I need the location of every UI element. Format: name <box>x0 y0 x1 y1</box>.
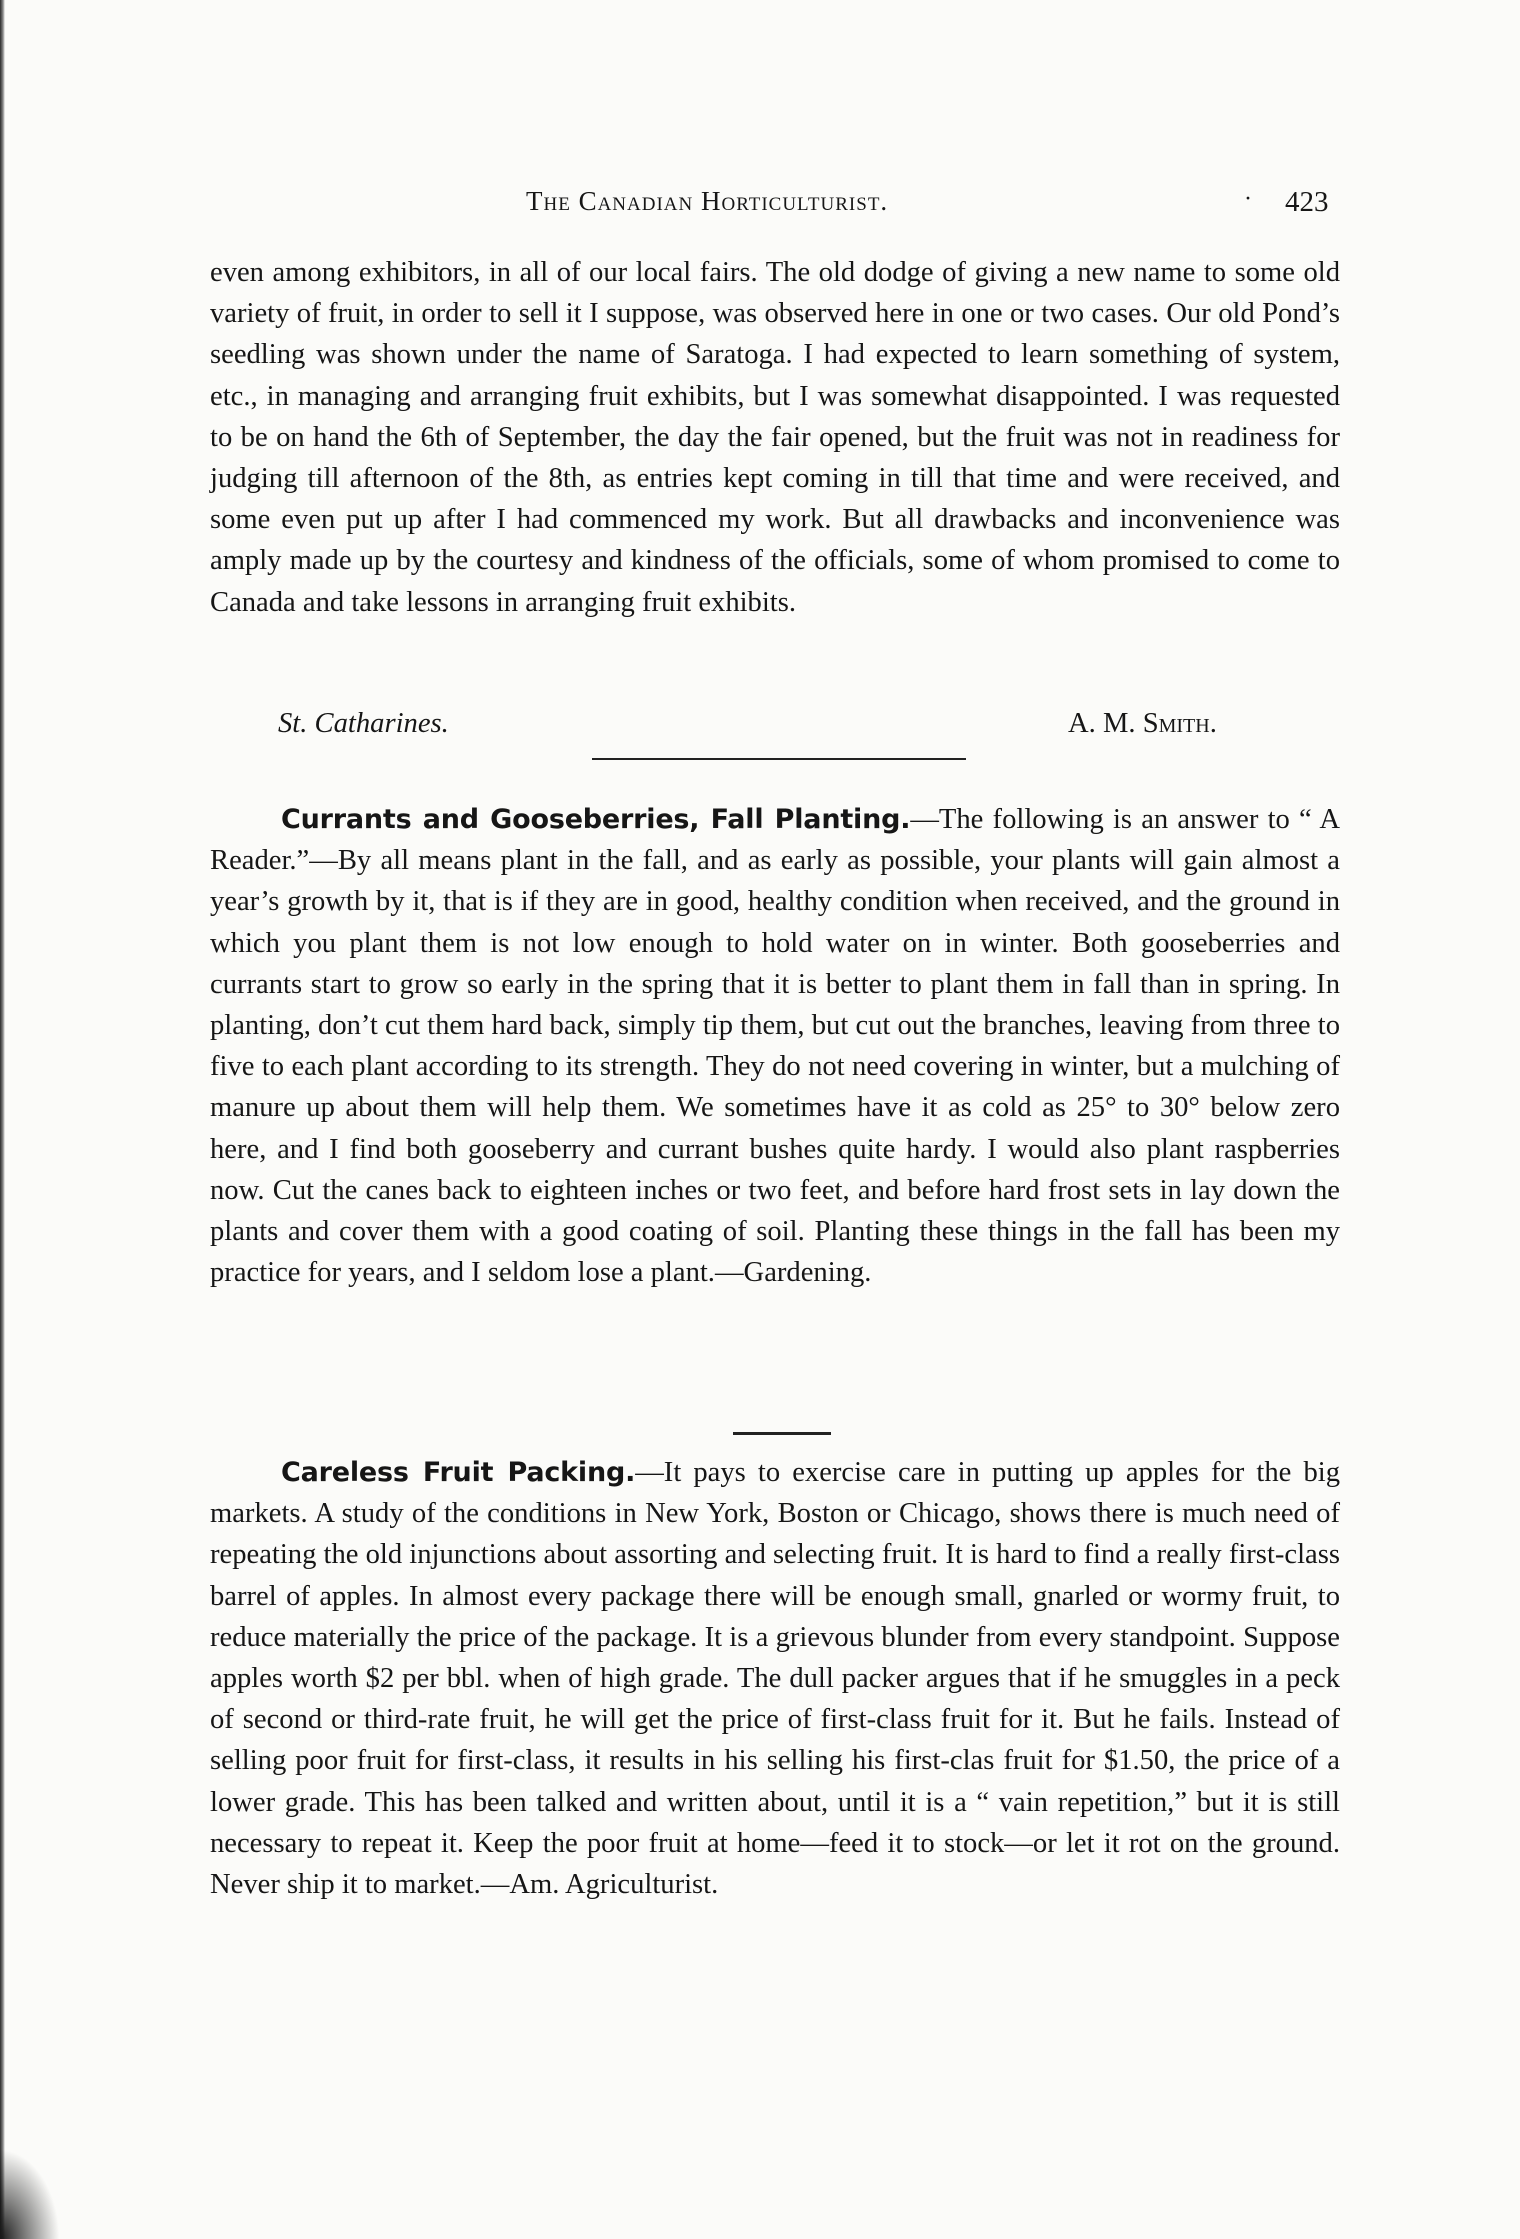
article-2-text: —The following is an answer to “ A Reader.”—By all means plant in the fall, and as early as possible, your plants will gain almost a year’s growth by it, that is if they are in good, healthy condition when received, and the ground in which you plant them is not low enough to hold water on in winter. Both gooseberries and currants start to grow so early in the spring that it is better to plant them in fall than in spring. In planting, don’t cut them hard back, simply tip them, but cut out the branches, leaving from three to five to each plant according to its strength. They do not need covering in winter, but a mulching of manure up about them will help them. We sometimes have it as cold as 25° to 30° below zero here, and I find both gooseberry and currant bushes quite hardy. I would also plant raspberries now. Cut the canes back to eighteen inches or two feet, and before hard frost sets in lay down the plants and cover them with a good coating of soil. Planting these things in the fall has been my practice for years, and I seldom lose a plant.—Gardening. <box>210 804 1340 1289</box>
header-dot: · <box>1244 186 1252 212</box>
article-3-heading: Careless Fruit Packing. <box>281 1457 636 1488</box>
article-2-heading: Currants and Gooseberries, Fall Planting. <box>281 804 911 835</box>
article-1-signature <box>210 708 1340 750</box>
article-2-body <box>210 799 1340 1293</box>
author-surname: Smith. <box>1142 708 1217 739</box>
author-initials: A. M. <box>1068 708 1136 739</box>
signature-author <box>1068 708 1217 740</box>
section-divider <box>592 758 966 760</box>
article-3-body <box>210 1452 1340 1905</box>
short-divider <box>733 1432 831 1435</box>
signature-place: St. Catharines. <box>278 708 449 739</box>
page-number: 423 <box>1285 186 1329 218</box>
scan-smudge <box>0 2149 60 2239</box>
running-header <box>210 186 1340 226</box>
article-3-text: —It pays to exercise care in putting up apples for the big markets. A study of the conditions in New York, Boston or Chicago, shows there is much need of repeating the old injunctions about assorting and selecting fruit. It is hard to find a really first-class barrel of apples. In almost every package there will be enough small, gnarled or wormy fruit, to reduce materially the price of the package. It is a grievous blunder from every standpoint. Suppose apples worth $2 per bbl. when of high grade. The dull packer argues that if he smuggles in a peck of second or third-rate fruit, he will get the price of first-class fruit for it. But he fails. Instead of selling poor fruit for first-class, it results in his selling his first-clas fruit for $1.50, the price of a lower grade. This has been talked and written about, until it is a “ vain repetition,” but it is still necessary to repeat it. Keep the poor fruit at home—feed it to stock—or let it rot on the ground. Never ship it to market.—Am. Agriculturist. <box>210 1457 1340 1901</box>
page-edge-shadow <box>0 0 5 2239</box>
article-1-body: even among exhibitors, in all of our local fairs. The old dodge of giving a new name to some old variety of fruit, in order to sell it I suppose, was observed here in one or two cases. Our old Pond’s seedling was shown under the name of Saratoga. I had expected to learn something of system, etc., in managing and arranging fruit exhibits, but I was somewhat disappointed. I was requested to be on hand the 6th of September, the day the fair opened, but the fruit was not in readiness for judging till afternoon of the 8th, as entries kept coming in till that time and were received, and some even put up after I had commenced my work. But all drawbacks and inconvenience was amply made up by the courtesy and kindness of the officials, some of whom promised to come to Canada and take lessons in arranging fruit exhibits. <box>210 257 1340 618</box>
running-title: The Canadian Horticulturist. <box>526 186 889 216</box>
